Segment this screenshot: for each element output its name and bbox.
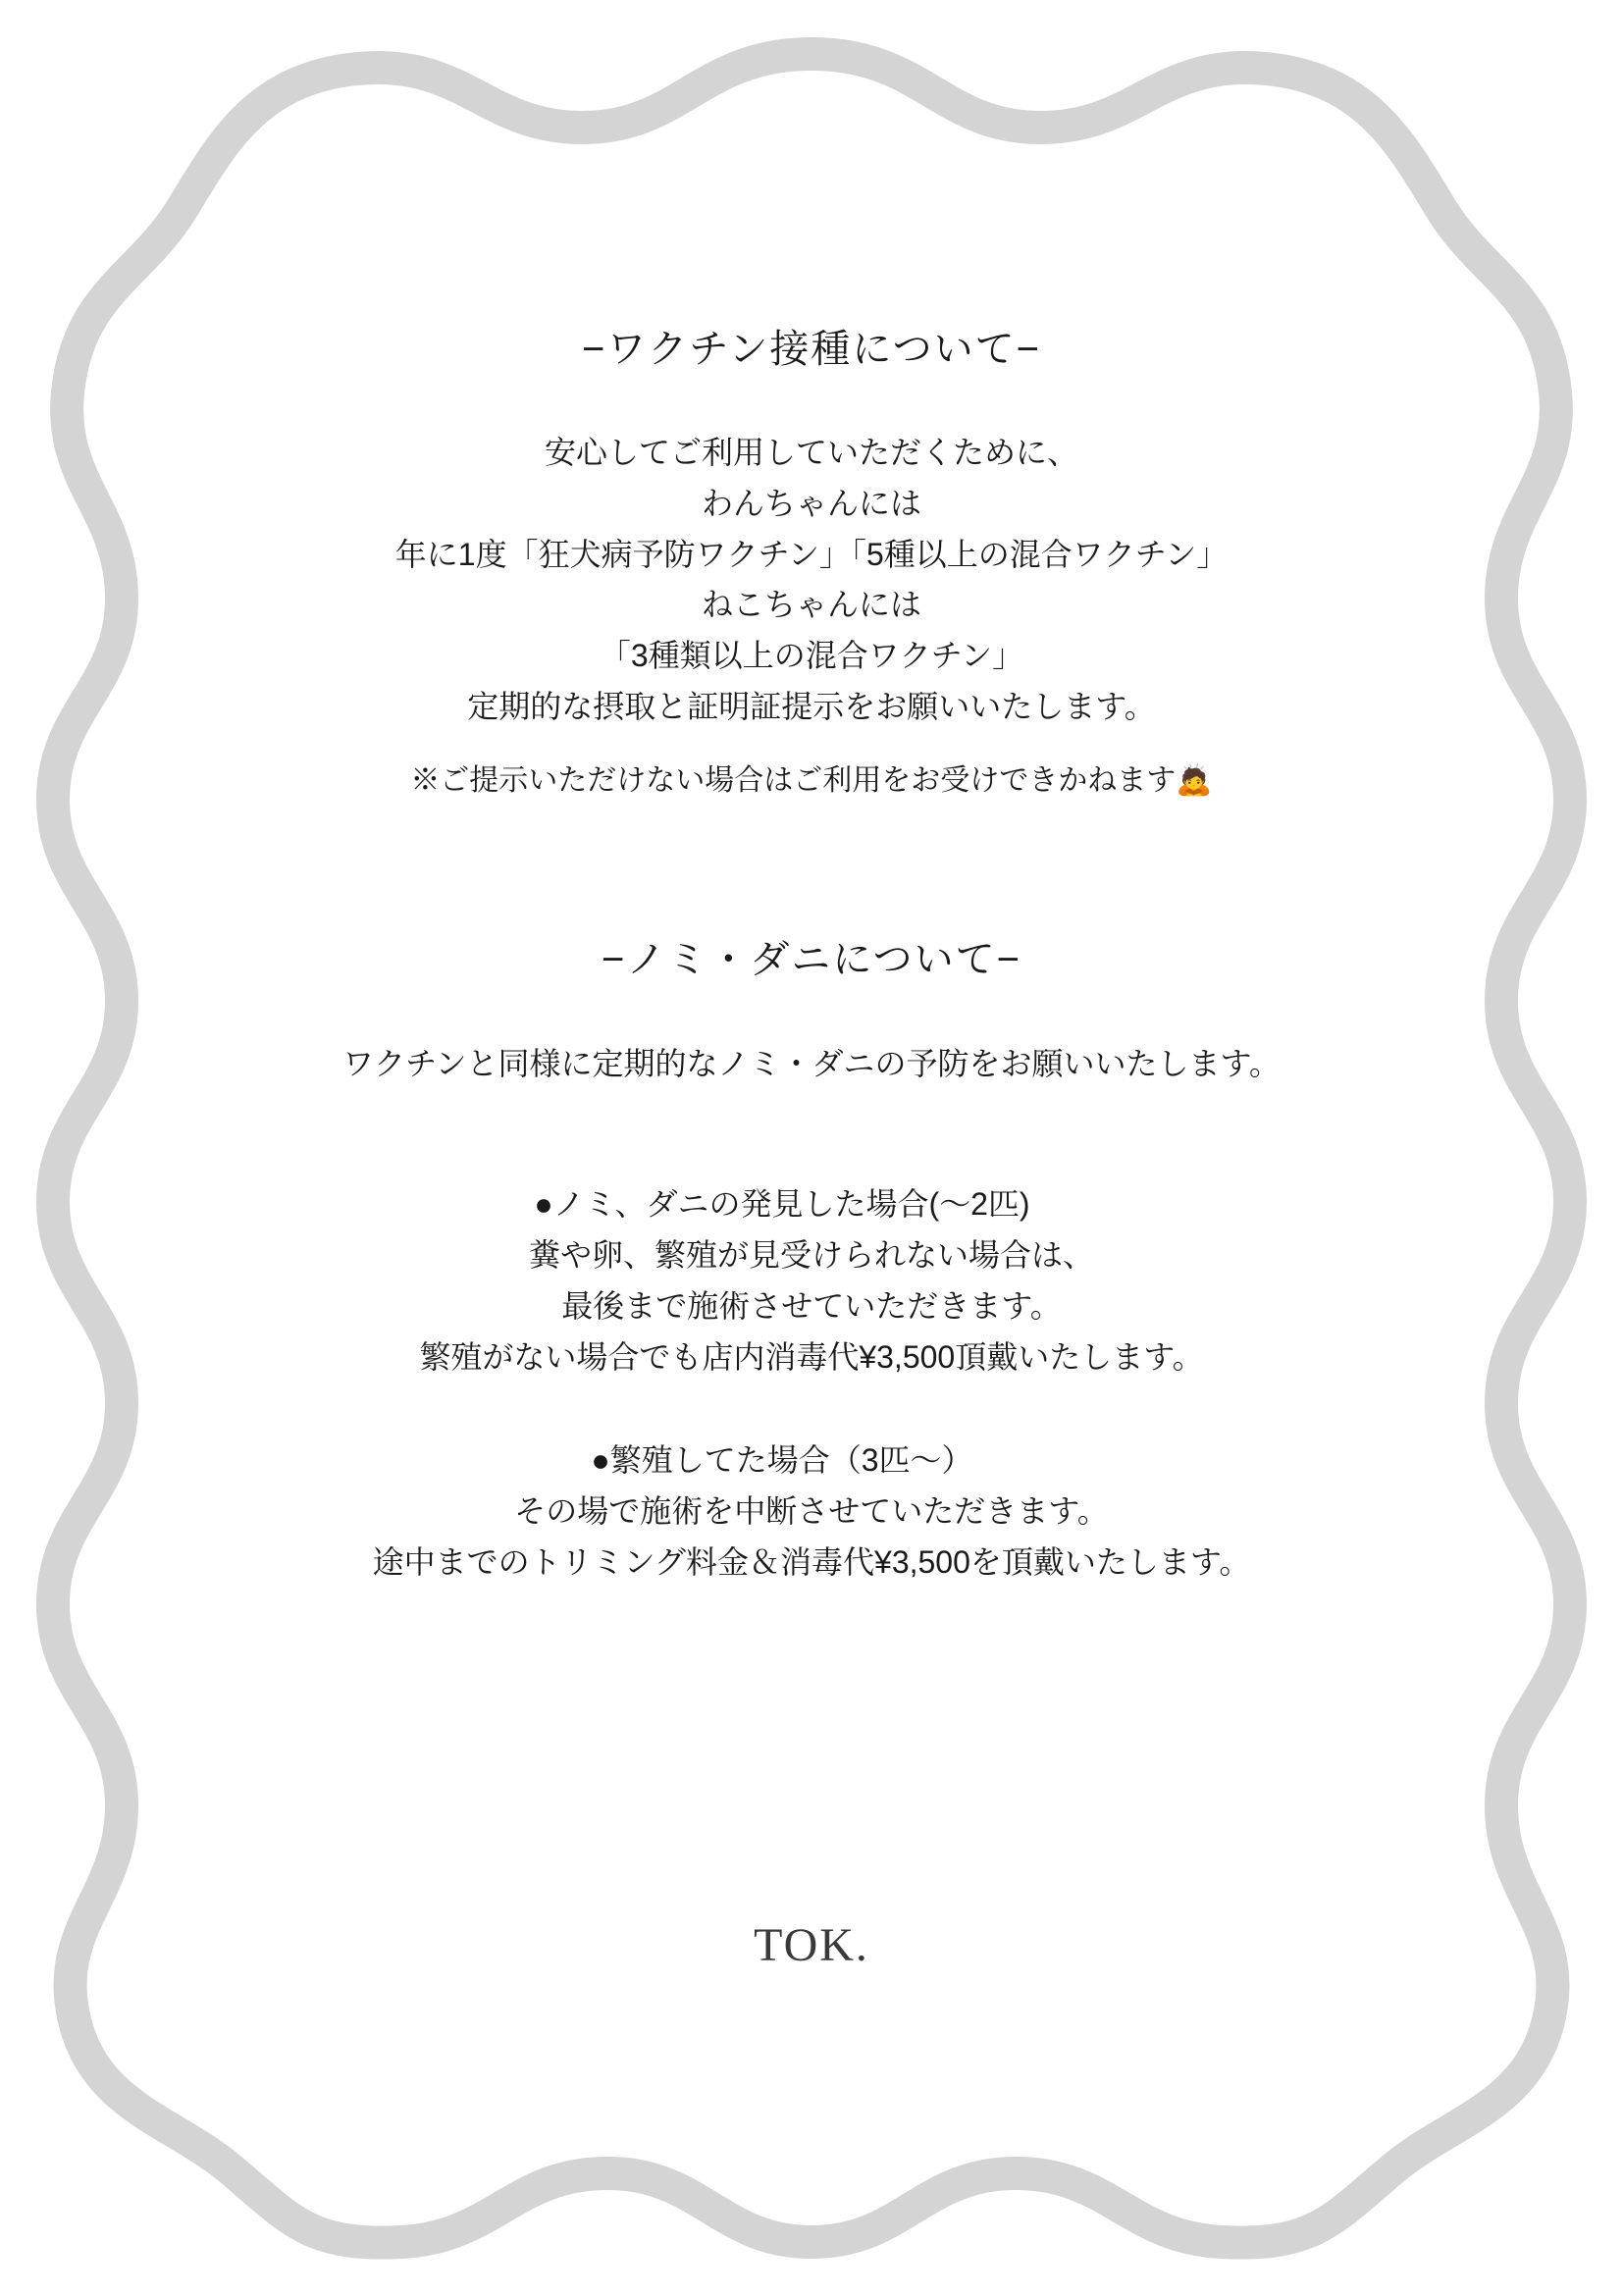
vaccine-body-line-2: わんちゃんには — [701, 485, 921, 521]
flea-section-title: −ノミ・ダニについて− — [602, 937, 1021, 981]
flea-lead-text: ワクチンと同様に定期的なノミ・ダニの予防をお願いいたします。 — [342, 1045, 1281, 1081]
vaccine-body-line-3: 年に1度「狂犬病予防ワクチン」「5種以上の混合ワクチン」 — [394, 536, 1229, 572]
section-spacer — [147, 803, 1476, 928]
flea-case-1-heading: ●ノミ、ダニの発見した場合(〜2匹) — [534, 1186, 1030, 1223]
bowing-person-icon: 🙇 — [1176, 763, 1213, 797]
vaccine-section-title: −ワクチン接種について− — [582, 328, 1041, 371]
flea-case-1 — [147, 1179, 1476, 1383]
flea-case-2-line-1: その場で施術を中断させていただきます。 — [514, 1493, 1109, 1530]
flea-case-2-heading: ●繁殖してた場合（3匹〜） — [591, 1442, 973, 1479]
vaccine-body-line-5: 「3種類以上の混合ワクチン」 — [599, 638, 1024, 674]
flea-case-2-line-2: 途中までのトリミング料金＆消毒代¥3,500を頂戴いたします。 — [372, 1544, 1251, 1581]
flea-case-1-line-2: 最後まで施術させていただきます。 — [561, 1287, 1062, 1324]
vaccine-note-text: ※ご提示いただけない場合はご利用をお受けできかねます — [410, 763, 1177, 797]
list-spacer-top — [147, 1089, 1476, 1179]
flea-case-1-line-3: 繁殖がない場合でも店内消毒代¥3,500頂戴いたします。 — [419, 1338, 1204, 1375]
vaccine-body-line-1: 安心してご利用していただくために、 — [544, 435, 1078, 470]
vaccine-body — [147, 428, 1476, 733]
flea-case-1-line-1: 糞や卵、繁殖が見受けられない場合は、 — [528, 1236, 1094, 1273]
brand-logo: TOK. — [754, 1919, 869, 1971]
vaccine-body-line-6: 定期的な摂取と証明証提示をお願いいたします。 — [467, 689, 1156, 725]
flea-case-2 — [147, 1435, 1476, 1588]
vaccine-note — [147, 758, 1476, 803]
vaccine-body-line-4: ねこちゃんには — [701, 587, 921, 623]
list-spacer-mid — [147, 1383, 1476, 1435]
